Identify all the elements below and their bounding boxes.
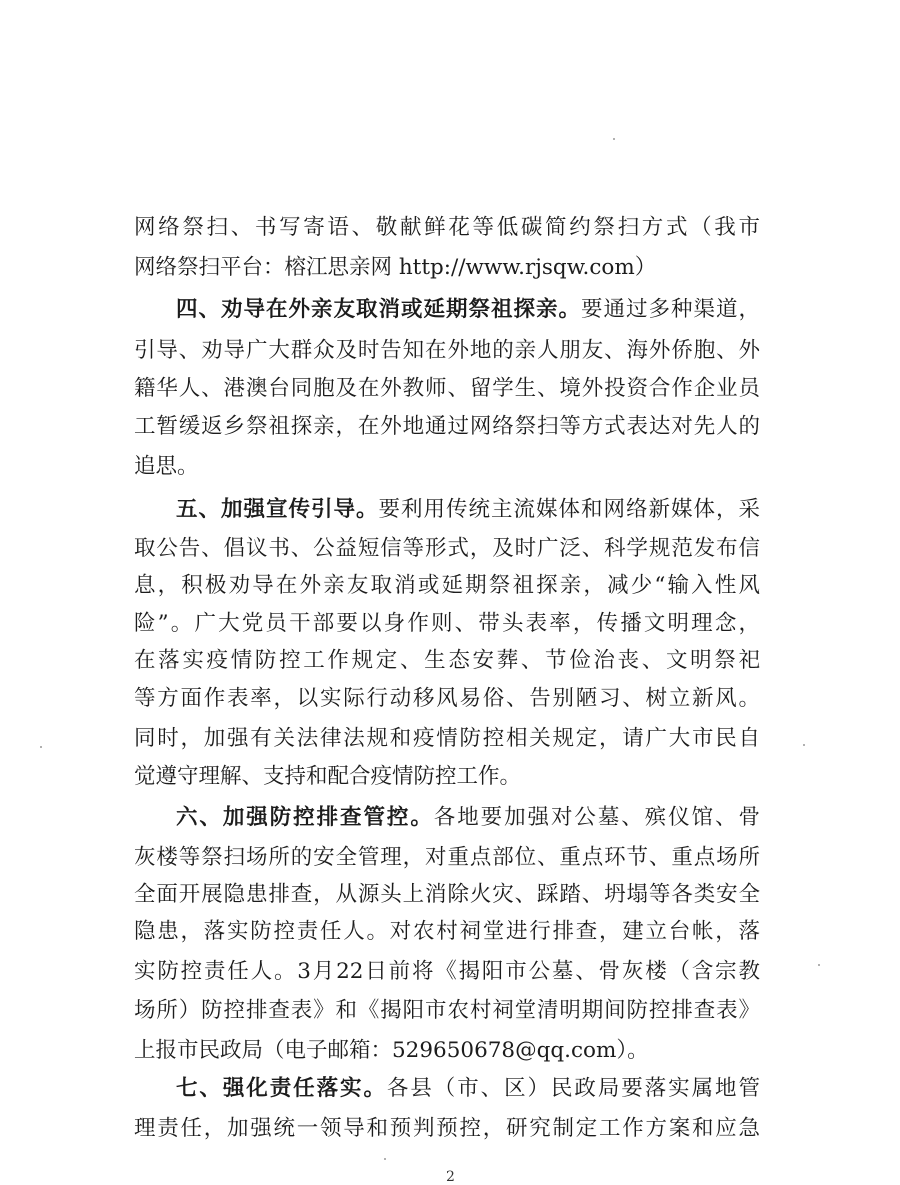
body-line: 网络祭扫、书写寄语、敬献鲜花等低碳简约祭扫方式（我市: [134, 215, 760, 240]
section-heading-7: 七、强化责任落实。: [176, 1076, 387, 1101]
section-heading-4: 四、劝导在外亲友取消或延期祭祖探亲。: [176, 297, 581, 322]
body-line: 同时，加强有关法律法规和疫情防控相关规定，请广大市民自: [134, 726, 760, 751]
section-heading-6: 六、加强防控排查管控。: [176, 805, 434, 830]
body-line: 息，积极劝导在外亲友取消或延期祭祖探亲，减少“输入性风: [134, 573, 760, 598]
paragraph-7-first-line: [176, 1074, 760, 1104]
body-line: 网络祭扫平台：榕江思亲网 http://www.rjsqw.com）: [134, 255, 657, 280]
body-line: 场所）防控排查表》和《揭阳市农村祠堂清明期间防控排查表》: [134, 998, 760, 1023]
scan-speck: [40, 746, 42, 748]
page-number: 2: [446, 1169, 455, 1185]
body-line: 引导、劝导广大群众及时告知在外地的亲人朋友、海外侨胞、外: [134, 338, 760, 363]
body-line: 工暂缓返乡祭祖探亲，在外地通过网络祭扫等方式表达对先人的: [134, 414, 760, 439]
section-heading-5: 五、加强宣传引导。: [176, 497, 379, 522]
paragraph-4-lead: 要通过多种渠道，: [580, 297, 760, 322]
body-line: 上报市民政局（电子邮箱：529650678@qq.com）。: [134, 1038, 649, 1063]
paragraph-5-first-line: [176, 495, 760, 525]
paragraph-6-lead: 各地要加强对公墓、殡仪馆、骨: [433, 805, 760, 830]
scan-speck: [613, 138, 615, 140]
body-line: 追思。: [134, 454, 199, 479]
body-line: 险”。广大党员干部要以身作则、带头表率，传播文明理念，: [134, 611, 760, 636]
body-line: 实防控责任人。3月22日前将《揭阳市公墓、骨灰楼（含宗教: [134, 959, 760, 984]
body-line: 籍华人、港澳台同胞及在外教师、留学生、境外投资合作企业员: [134, 376, 760, 401]
body-line: 觉遵守理解、支持和配合疫情防控工作。: [134, 764, 522, 789]
body-line: 理责任，加强统一领导和预判预控，研究制定工作方案和应急: [134, 1116, 760, 1141]
paragraph-6-first-line: [176, 803, 760, 833]
body-line: 灰楼等祭扫场所的安全管理，对重点部位、重点环节、重点场所: [134, 845, 760, 870]
body-line: 隐患，落实防控责任人。对农村祠堂进行排查，建立台帐，落: [134, 919, 760, 944]
paragraph-4-first-line: [176, 295, 760, 325]
body-line: 等方面作表率，以实际行动移风易俗、告别陋习、树立新风。: [134, 686, 760, 711]
body-line: 全面开展隐患排查，从源头上消除火灾、踩踏、坍塌等各类安全: [134, 882, 760, 907]
scan-speck: [803, 744, 805, 746]
paragraph-7-lead: 各县（市、区）民政局要落实属地管: [386, 1076, 760, 1101]
body-line: 在落实疫情防控工作规定、生态安葬、节俭治丧、文明祭祀: [134, 648, 760, 673]
paragraph-5-lead: 要利用传统主流媒体和网络新媒体，采: [378, 497, 760, 522]
body-line: 取公告、倡议书、公益短信等形式，及时广泛、科学规范发布信: [134, 536, 760, 561]
scan-speck: [818, 964, 820, 966]
scan-speck: [384, 1158, 386, 1160]
